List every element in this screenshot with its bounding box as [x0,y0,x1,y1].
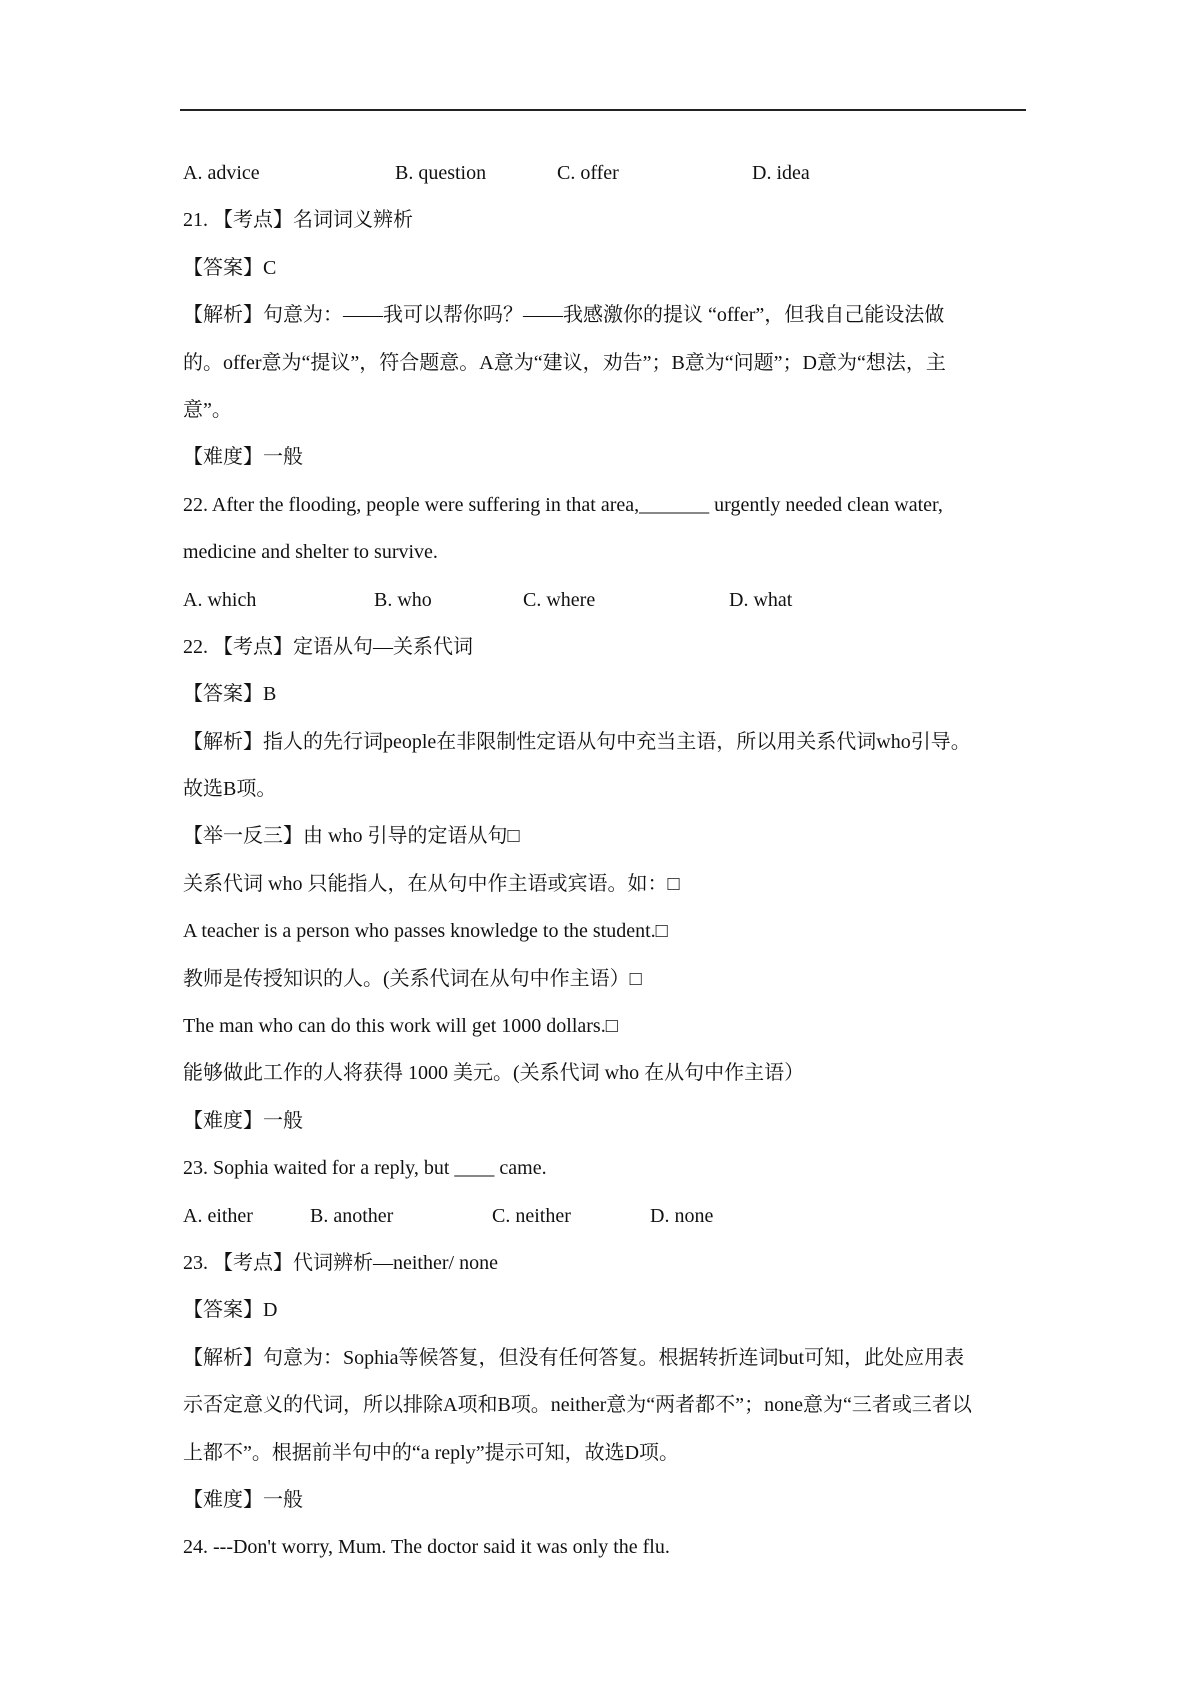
q22-point: 22. 【考点】定语从句—关系代词 [183,635,473,658]
q22-option-d: D. what [729,588,793,611]
q22-option-a: A. which [183,588,257,611]
q22-analysis-line-1: 【解析】指人的先行词people在非限制性定语从句中充当主语，所以用关系代词who引导。 [183,730,971,753]
q20-option-b: B. question [395,162,487,184]
q22-extension-line-3: A teacher is a person who passes knowledge to the student.□ [183,920,668,943]
q22-extension-line-1: 【举一反三】由 who 引导的定语从句□ [183,825,520,848]
q23-options [183,1193,1028,1240]
q21-difficulty: 【难度】一般 [183,446,303,469]
q21-analysis-line-3: 意”。 [183,398,232,421]
q23-option-d: D. none [650,1204,714,1227]
document-page [183,150,1028,1572]
q21-analysis-line-2: 的。offer意为“提议”，符合题意。A意为“建议，劝告”；B意为“问题”；D意为“想法，主 [183,351,946,374]
q22-extension-line-5: The man who can do this work will get 1000 dollars.□ [183,1015,618,1038]
q22-option-b: B. who [374,588,432,611]
q23-point: 23. 【考点】代词辨析—neither/ none [183,1251,498,1274]
q23-stem: 23. Sophia waited for a reply, but ____ came. [183,1157,547,1180]
q23-answer: 【答案】D [183,1299,278,1322]
q20-option-a: A. advice [183,162,260,184]
q21-point: 21. 【考点】名词词义辨析 [183,209,413,232]
q23-difficulty: 【难度】一般 [183,1488,303,1511]
q23-option-a: A. either [183,1204,253,1227]
q22-extension-line-6: 能够做此工作的人将获得 1000 美元。(关系代词 who 在从句中作主语） [183,1062,805,1085]
q20-options [183,150,1028,197]
q20-option-c: C. offer [557,162,619,184]
header-rule [180,109,1026,111]
q22-answer: 【答案】B [183,683,277,706]
q23-analysis-line-1: 【解析】句意为：Sophia等候答复，但没有任何答复。根据转折连词but可知，此处应用表 [183,1346,965,1369]
q21-analysis-line-1: 【解析】句意为：——我可以帮你吗？——我感激你的提议 “offer”，但我自己能设法做 [183,304,945,327]
q22-stem-line-1: 22. After the flooding, people were suffering in that area,_______ urgently needed clean water, [183,493,943,516]
q20-option-d: D. idea [752,162,810,184]
q22-difficulty: 【难度】一般 [183,1109,303,1132]
q21-answer: 【答案】C [183,256,277,279]
q22-analysis-line-2: 故选B项。 [183,778,277,801]
q22-extension-line-4: 教师是传授知识的人。(关系代词在从句中作主语）□ [183,967,642,990]
q24-stem: 24. ---Don't worry, Mum. The doctor said it was only the flu. [183,1536,670,1559]
q23-analysis-line-2: 示否定意义的代词，所以排除A项和B项。neither意为“两者都不”；none意为“三者或三者以 [183,1394,972,1417]
q23-option-b: B. another [310,1204,394,1227]
q23-analysis-line-3: 上都不”。根据前半句中的“a reply”提示可知，故选D项。 [183,1441,680,1464]
q23-option-c: C. neither [492,1204,571,1227]
q22-stem-line-2: medicine and shelter to survive. [183,541,438,564]
q22-option-c: C. where [523,588,596,611]
q22-options [183,577,1028,624]
q22-extension-line-2: 关系代词 who 只能指人，在从句中作主语或宾语。如：□ [183,872,680,895]
